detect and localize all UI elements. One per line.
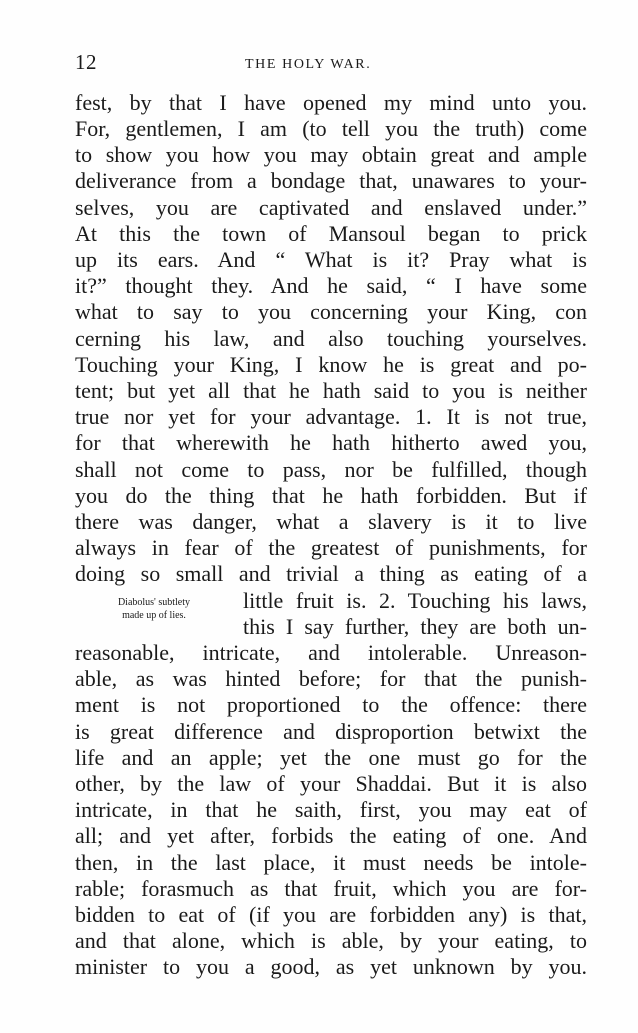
- running-head: THE HOLY WAR.: [245, 57, 372, 72]
- margin-note-line: Diabolus' subtlety: [117, 597, 191, 608]
- text-line: selves, you are captivated and enslaved under.”: [75, 195, 587, 220]
- page-number: 12: [75, 50, 97, 74]
- text-line: for that wherewith he hath hitherto awed you,: [75, 430, 587, 455]
- text-line: shall not come to pass, nor be fulfilled, though: [75, 457, 587, 482]
- text-line: reasonable, intricate, and intolerable. Unreason-: [75, 640, 587, 665]
- text-line: it?” thought they. And he said, “ I have some: [75, 273, 587, 298]
- text-line: is great difference and disproportion betwixt the: [75, 719, 587, 744]
- text-line: up its ears. And “ What is it? Pray what is: [75, 247, 587, 272]
- text-line: always in fear of the greatest of punishments, for: [75, 535, 587, 560]
- text-line: and that alone, which is able, by your eating, to: [75, 928, 587, 953]
- text-line: rable; forasmuch as that fruit, which you are for-: [75, 876, 587, 901]
- text-line: little fruit is. 2. Touching his laws,: [243, 588, 587, 613]
- text-line: deliverance from a bondage that, unawares to your-: [75, 168, 587, 193]
- text-line: intricate, in that he saith, first, you may eat of: [75, 797, 587, 822]
- margin-note: [88, 596, 220, 622]
- text-line: For, gentlemen, I am (to tell you the truth) come: [75, 116, 587, 141]
- text-line: you do the thing that he hath forbidden. But if: [75, 483, 587, 508]
- text-line: to show you how you may obtain great and ample: [75, 142, 587, 167]
- text-line: there was danger, what a slavery is it to live: [75, 509, 587, 534]
- text-line: all; and yet after, forbids the eating of one. And: [75, 823, 587, 848]
- text-line: other, by the law of your Shaddai. But it is also: [75, 771, 587, 796]
- margin-note-line: made up of lies.: [122, 610, 186, 621]
- text-line: minister to you a good, as yet unknown by you.: [75, 954, 587, 979]
- text-line: Touching your King, I know he is great and po-: [75, 352, 587, 377]
- text-line: doing so small and trivial a thing as eating of a: [75, 561, 587, 586]
- text-line: then, in the last place, it must needs be intole-: [75, 850, 587, 875]
- text-line: ment is not proportioned to the offence: there: [75, 692, 587, 717]
- text-line: tent; but yet all that he hath said to you is neither: [75, 378, 587, 403]
- text-line: bidden to eat of (if you are forbidden any) is that,: [75, 902, 587, 927]
- text-line: able, as was hinted before; for that the punish-: [75, 666, 587, 691]
- text-line: what to say to you concerning your King, con: [75, 299, 587, 324]
- text-line: At this the town of Mansoul began to prick: [75, 221, 587, 246]
- text-line: life and an apple; yet the one must go for the: [75, 745, 587, 770]
- text-line: this I say further, they are both un-: [243, 614, 587, 639]
- text-line: true nor yet for your advantage. 1. It is not true,: [75, 404, 587, 429]
- text-line: cerning his law, and also touching yourselves.: [75, 326, 587, 351]
- text-line: fest, by that I have opened my mind unto you.: [75, 90, 587, 115]
